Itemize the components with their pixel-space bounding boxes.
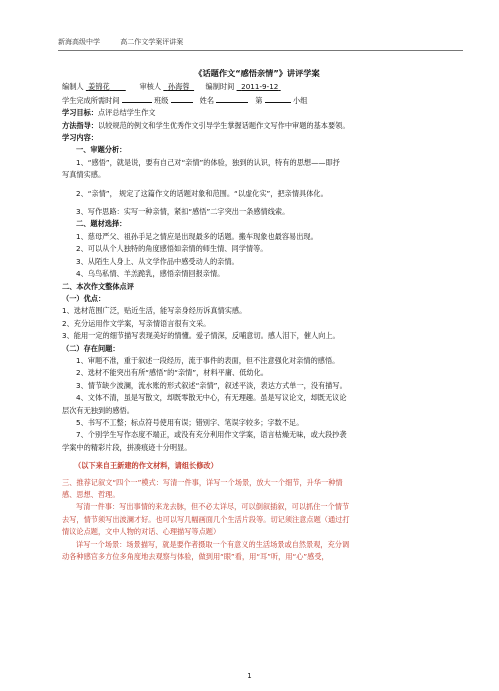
editor-note: （以下来自王新建的作文材料，请组长修改） bbox=[74, 461, 218, 471]
meta-row-1 bbox=[62, 81, 452, 93]
group-blank[interactable] bbox=[265, 94, 291, 103]
meta-row-2 bbox=[62, 94, 452, 107]
s4-paragraph-1b: 去写，情节须写出波澜才好。也可以写几幅画面几个生活片段等。切记须注意点题（通过打 bbox=[62, 514, 350, 524]
s1-paragraph-1a: 1、“感悟”，就是说，要有自己对“亲情”的体验，独到的认识，特有的思想——即抒 bbox=[76, 157, 340, 167]
s4-paragraph-2a: 详写一个场景：场景描写，就是要作者摄取一个有意义的生活场景或自然景观，充分调 bbox=[76, 539, 350, 549]
reviewer-name: 孙海蓉 bbox=[167, 82, 190, 92]
learning-goal: 学习目标：点评总结学生作文 bbox=[62, 108, 156, 118]
name-blank[interactable] bbox=[216, 94, 248, 103]
section-4-title: 三、推荐记叙文“四个一”模式：写清一件事，详写一个场景，放大一个细节，升华一种情 bbox=[62, 477, 343, 487]
document-title: 《话题作文“感悟亲情”》讲评学案 bbox=[194, 68, 320, 78]
document-body bbox=[62, 67, 452, 563]
page-header bbox=[58, 37, 463, 51]
s4-paragraph-1c: 情议论点题，文中人物的对话、心理描写等点题） bbox=[62, 527, 221, 537]
date-value: 2011-9-12 bbox=[241, 82, 279, 92]
s2-item: 2、可以从个人独特的角度感悟如亲情的师生情、同学情等。 bbox=[76, 244, 268, 254]
s4-paragraph-2b: 动各种感官多方位多角度地去观察与体验，做到用“眼”看，用“耳”听，用“心”感受， bbox=[62, 552, 329, 562]
s2-item: 3、从陌生人身上、从文学作品中感受动人的亲情。 bbox=[76, 256, 239, 266]
strength-item: 3、能用一定的细节描写表现美好的情懂。爱子情深，反哺意切。感人泪下，催人向上。 bbox=[62, 331, 340, 341]
problem-item: 2、选材不能突出有所“感悟”的“亲情”，材料平庸、低幼化。 bbox=[76, 368, 268, 378]
problem-item-6b: 学案中的精彩片段，拼凑痕迹十分明显。 bbox=[62, 442, 192, 452]
reviewer-label: 审核人 bbox=[139, 82, 162, 92]
s1-paragraph-2: 2、“亲情”， 规定了这篇作文的话题对象和范围。“以虚化实”，把亲情具体化。 bbox=[76, 188, 328, 198]
editor-name: 姜锦花 bbox=[88, 82, 110, 92]
method-guide: 方法指导：以较规范的例文和学生优秀作文引导学生掌握话题作文写作中审题的基本要领。 bbox=[62, 120, 350, 130]
content-label: 学习内容： bbox=[62, 133, 98, 143]
time-label: 学生完成所需时间 bbox=[62, 95, 120, 105]
name-label: 姓名 bbox=[199, 95, 215, 105]
group-label: 第 bbox=[255, 95, 263, 105]
problem-item: 3、情节缺少波澜，流水账的形式叙述“亲情”，叙述平淡，表达方式单一，没有描写。 bbox=[76, 380, 347, 390]
s1-paragraph-3: 3、写作思路：实写一种亲情，紧扣“感悟”二字突出一条感情线索。 bbox=[76, 207, 290, 217]
section-2-title: 二、题材选择： bbox=[76, 219, 127, 229]
group-suffix: 小组 bbox=[293, 95, 308, 105]
strength-item: 1、选材范围广泛，贴近生活，能写亲身经历诉真情实感。 bbox=[62, 306, 247, 316]
s2-item: 1、慈母严父、祖孙手足之情应是出现最多的话题。搬车现象也最容易出现。 bbox=[76, 231, 318, 241]
problem-item: 1、审题不准，重于叙述一段经历，流于事件的表面，但不注意强化对亲情的感悟。 bbox=[76, 355, 340, 365]
problem-item-4a: 4、文体不清，虽是写散文，却既零散无中心，有无理趣。虽是写议论文，却既无议论 bbox=[76, 393, 347, 403]
section-3-title: 二、本次作文整体点评 bbox=[62, 281, 134, 291]
class-blank[interactable] bbox=[171, 94, 193, 103]
problem-item-4b: 层次有无独到的感悟。 bbox=[62, 405, 134, 415]
time-blank[interactable] bbox=[122, 94, 152, 103]
editor-label: 编制人 bbox=[62, 82, 84, 92]
problem-item-6a: 7、个别学生写作态度不端正，或没有充分利用作文学案，语言枯燥无味，或大段抄袭 bbox=[76, 430, 347, 440]
s1-paragraph-1b: 写真情实感。 bbox=[62, 170, 106, 180]
s4-paragraph-1a: 写清一件事：写出事情的来龙去脉，但不必太详尽，可以倒叙插叙，可以抓住一个情节 bbox=[76, 502, 350, 512]
section-4-title-2: 感、思想、哲理。 bbox=[62, 490, 120, 499]
header-school: 新海高级中学 bbox=[58, 38, 100, 46]
s2-item: 4、乌鸟私情、羊羔跪乳，感悟亲情回报亲情。 bbox=[76, 269, 225, 279]
date-label: 编制时间 bbox=[205, 82, 235, 92]
header-subject: 高二作文学案评讲案 bbox=[120, 38, 184, 46]
strength-item: 2、充分运用作文学案，写亲情语言很有文采。 bbox=[62, 318, 211, 328]
problems-title: （二）存在问题： bbox=[62, 343, 120, 353]
section-1-title: 一、审题分析： bbox=[76, 145, 127, 155]
page-number: 1 bbox=[247, 672, 252, 680]
strengths-title: （一）优点： bbox=[62, 293, 106, 303]
problem-item-5: 5、书写不工整；标点符号使用有误；错别字、笔误字较多；字数不足。 bbox=[76, 417, 304, 427]
class-label: 班级 bbox=[154, 95, 169, 105]
